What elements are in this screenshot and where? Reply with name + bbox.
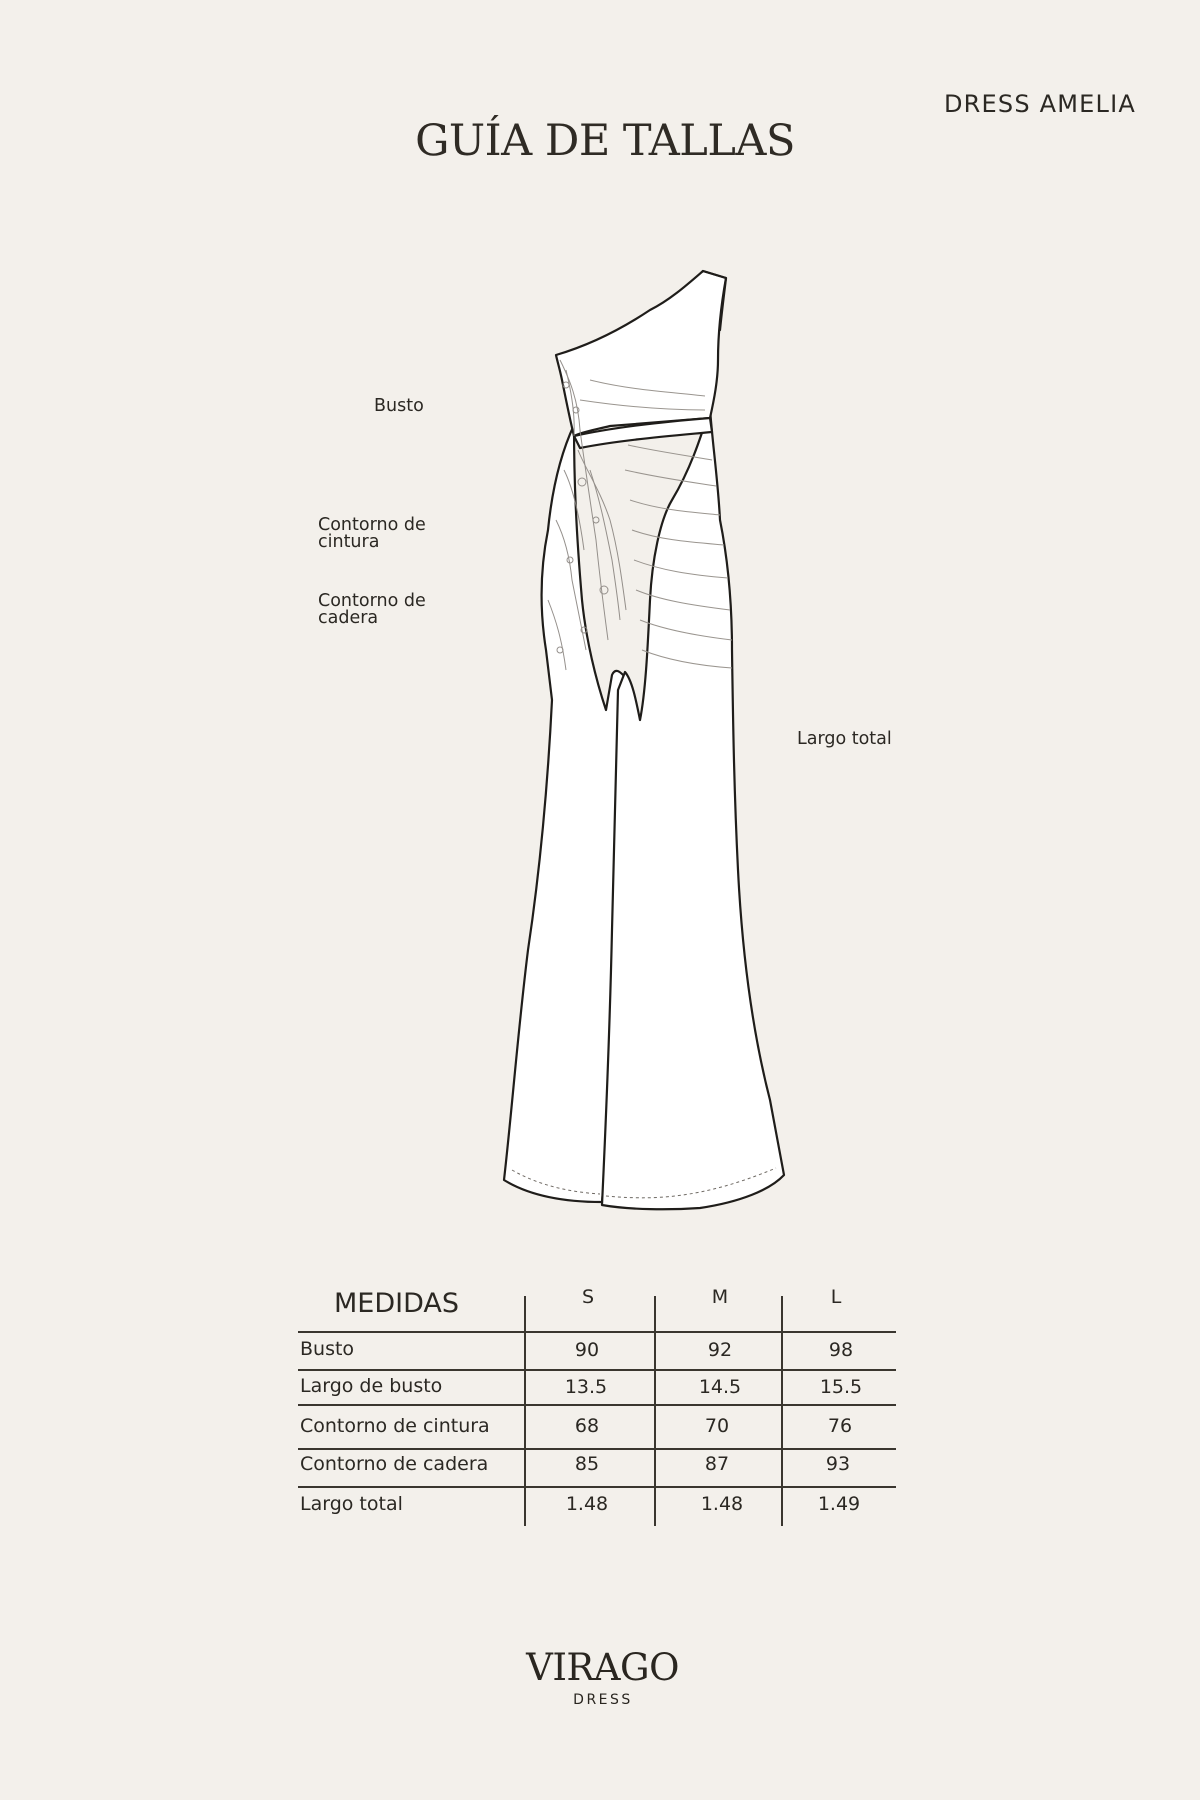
table-cell: 70 [704, 1415, 730, 1437]
table-divider [298, 1404, 896, 1406]
table-column-divider [781, 1296, 783, 1526]
table-cell: 92 [707, 1339, 733, 1361]
label-contorno-cadera: Contorno de cadera [318, 591, 426, 628]
table-divider [298, 1331, 896, 1333]
label-contorno-cintura: Contorno de cintura [318, 515, 426, 552]
label-busto: Busto [374, 396, 424, 416]
table-column-divider [654, 1296, 656, 1526]
table-cell: 68 [574, 1415, 600, 1437]
table-row-label: Largo total [300, 1493, 403, 1515]
table-cell: 76 [827, 1415, 853, 1437]
table-row-label: Busto [300, 1338, 355, 1360]
size-header-s: S [581, 1286, 595, 1308]
size-header-l: L [830, 1286, 842, 1308]
table-cell: 87 [704, 1453, 730, 1475]
table-cell: 15.5 [819, 1376, 863, 1398]
table-divider [298, 1369, 896, 1371]
table-header-medidas: MEDIDAS [334, 1288, 460, 1319]
brand-subtitle: DRESS [573, 1692, 633, 1708]
table-row-label: Contorno de cintura [300, 1415, 490, 1437]
table-cell: 1.49 [817, 1493, 861, 1515]
table-cell: 13.5 [564, 1376, 608, 1398]
table-divider [298, 1448, 896, 1450]
label-largo-total: Largo total [797, 729, 892, 749]
table-cell: 93 [825, 1453, 851, 1475]
product-name: DRESS AMELIA [944, 90, 1136, 118]
size-header-m: M [711, 1286, 729, 1308]
table-divider [298, 1486, 896, 1488]
brand-logo: VIRAGO [526, 1646, 679, 1689]
table-cell: 85 [574, 1453, 600, 1475]
table-cell: 98 [828, 1339, 854, 1361]
table-cell: 1.48 [565, 1493, 609, 1515]
table-row-label: Largo de busto [300, 1375, 443, 1397]
table-column-divider [524, 1296, 526, 1526]
table-cell: 90 [574, 1339, 600, 1361]
table-cell: 14.5 [698, 1376, 742, 1398]
table-cell: 1.48 [700, 1493, 744, 1515]
page-title: GUÍA DE TALLAS [415, 116, 795, 166]
table-row-label: Contorno de cadera [300, 1453, 489, 1475]
